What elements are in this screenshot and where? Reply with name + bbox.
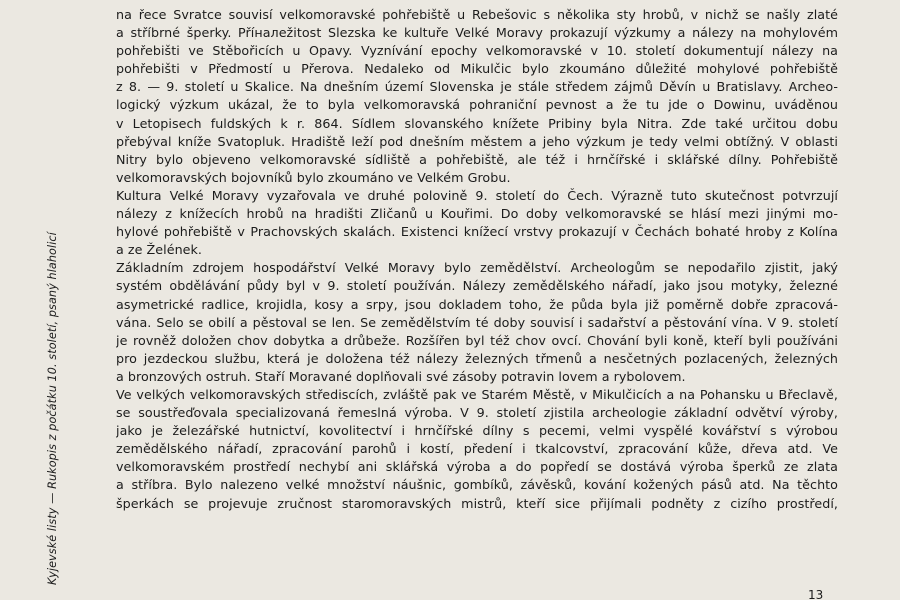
text-line: logický výzkum ukázal, že to byla velkomoravská pohraniční pevnost a že tu jde o Dowinu, uváděnou [116,97,838,113]
text-line: z 8. — 9. století u Skalice. Na dnešním území Slovenska je stále středem zájmů Děvín u Bratislavy. Archeo- [116,79,838,95]
text-line: vána. Selo se obilí a pěstoval se len. Se zemědělstvím té doby souvisí i sadařství a pěstování vína. V 9. století [116,314,838,330]
paragraph-3 [116,259,838,386]
text-line: pro jezdeckou službu, která je doložena též nálezy železných třmenů a nesčetných pozlacených, železných [116,350,838,366]
text-line: a ze Želének. [116,242,203,258]
text-line: přebýval kníže Svatopluk. Hradiště leží pod dnešním městem a jeho výzkum je tedy velmi obtížný. V oblasti [116,133,838,149]
text-line: se soustřeďovala specializovaná řemeslná výroba. V 9. století zjistila archeologie základní odvětví výroby, [116,405,838,421]
text-line: Ve velkých velkomoravských střediscích, zvláště pak ve Starém Městě, v Mikulčicích a na Pohansku u Břeclavě, [116,386,838,402]
paragraph-2 [116,187,838,259]
text-line: na řece Svratce souvisí velkomoravské pohřebiště u Rebešovic s několika sty hrobů, v nichž se našly zlaté [116,7,838,22]
text-line: a stříbrné šperky. Příналežitost Slezska ke kultuře Velké Moravy prokazují výzkumy a nálezy na mohylovém [116,25,838,41]
text-line: Základním zdrojem hospodářství Velké Moravy bylo zemědělství. Archeologům se nepodařilo zjistit, jaký [116,260,838,276]
text-line: a stříbra. Bylo nalezeno velké množství náušnic, gombíků, závěsků, kování kožených pásů atd. Na těchto [116,477,838,493]
paragraph-4 [116,386,838,513]
text-line: Nitry bylo objeveno velkomoravské sídliště a pohřebiště, ale též i hrnčířské i sklářské dílny. Pohřebiště [116,151,838,167]
paragraph-1 [116,6,838,187]
page-number: 13 [808,588,824,600]
text-line: pohřebišti v Předmostí u Přerova. Nedaleko od Mikulčic bylo zkoumáno důležité mohylové pohřebiště [116,61,838,77]
text-line: je rovněž doložen chov dobytka a drůbeže. Rozšířen byl též chov ovcí. Chování byli koně, kteří byli používáni [116,332,838,348]
text-line: Kultura Velké Moravy vyzařovala ve druhé polovině 9. století do Čech. Výrazně tuto skutečnost potvrzují [116,187,838,203]
text-line: v Letopisech fuldských k r. 864. Sídlem slovanského knížete Pribiny byla Nitra. Zde také určitou dobu [116,115,838,131]
text-line: šperkách se projevuje zručnost staromoravských mistrů, kteří sice přijímali podněty z cizího prostředí, [116,495,838,511]
text-line: zemědělského nářadí, zpracování parohů i kostí, předení i tkalcovství, zpracování kůže, dřeva atd. Ve [116,441,838,457]
figure-caption: Kyjevské listy — Rukopis z počátku 10. století, psaný hlaholicí [46,232,59,585]
text-line: hylové pohřebiště v Prachovských skalách. Existenci knížecí vrstvy prokazují v Čechách bohaté hroby z Kolína [116,224,838,240]
text-line: asymetrické radlice, krojidla, kosy a srpy, jsou dokladem toho, že půda byla již poměrně dobře zpracová- [116,296,838,312]
body-text [116,6,838,513]
text-line: velkomoravských bojovníků bylo zkoumáno ve Velkém Grobu. [116,169,511,185]
text-line: a bronzových ostruh. Staří Moravané doplňovali své zásoby potravin lovem a rybolovem. [116,368,686,384]
text-line: jako je železářské hutnictví, kovolitectví i hrnčířské dílny s pecemi, velmi vyspělé kovářství s výrobou [116,423,838,439]
text-line: systém obdělávání půdy byl v 9. století používán. Nálezy zemědělského nářadí, jako jsou motyky, železné [116,278,838,294]
text-line: velkomoravském prostředí nechybí ani sklářská výroba a do popředí se dostává výroba šperků ze zlata [116,459,838,475]
text-line: pohřebišti ve Stěbořicích u Opavy. Vyznívání epochy velkomoravské v 10. století dokumentují nálezy na [116,43,838,59]
text-line: nálezy z knížecích hrobů na hradišti Zličanů u Kouřimi. Do doby velkomoravské se hlásí mezi jinými mo- [116,206,838,222]
